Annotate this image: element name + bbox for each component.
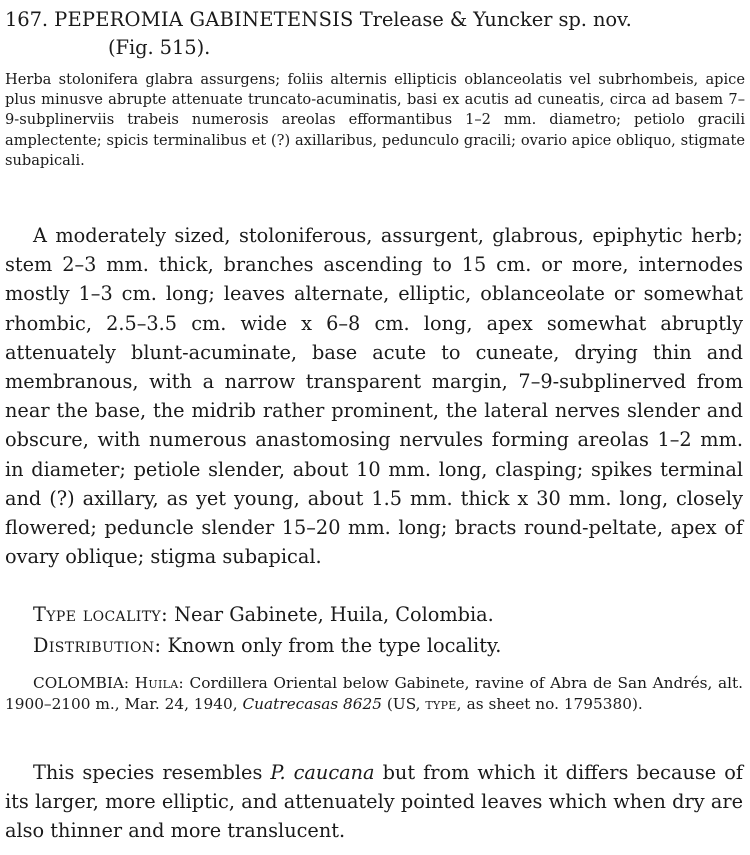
remarks-before: This species resembles xyxy=(33,761,263,784)
specimen-country: COLOMBIA: xyxy=(33,674,130,692)
specimen-sheet: as sheet no. 1795380). xyxy=(466,695,643,713)
specimen-locality: Cordillera Oriental below Gabinete, ravine of Abra de San Andrés, alt. 1900–2100 m., Mar. 24, 1940, xyxy=(5,674,743,713)
remarks-after: but from which it differs because of its larger, more elliptic, and attenuately pointed leaves which when dry are also thinner and more translucent. xyxy=(5,761,743,842)
species-remarks xyxy=(5,758,743,845)
distribution xyxy=(33,631,743,660)
type-locality xyxy=(33,600,743,629)
compared-species: P. caucana xyxy=(270,761,375,784)
species-heading xyxy=(5,6,743,62)
species-authority: Trelease & Yuncker sp. nov. xyxy=(359,8,632,31)
type-locality-value: Near Gabinete, Huila, Colombia. xyxy=(174,603,494,626)
species-number: 167. xyxy=(5,8,49,31)
distribution-value: Known only from the type locality. xyxy=(167,634,502,657)
specimen-herbarium: (US, xyxy=(386,695,421,713)
type-locality-label: Type locality: xyxy=(33,603,168,626)
specimen-citation xyxy=(5,673,743,715)
species-name: PEPEROMIA GABINETENSIS xyxy=(54,8,354,31)
distribution-label: Distribution: xyxy=(33,634,162,657)
figure-reference: (Fig. 515). xyxy=(108,36,211,59)
specimen-collector: Cuatrecasas 8625 xyxy=(242,695,382,713)
specimen-department: Huila: xyxy=(134,674,184,692)
latin-diagnosis: Herba stolonifera glabra assurgens; foliis alternis ellipticis oblanceolatis vel subrhombeis, apice plus minusve abrupte attenuate truncato-acuminatis, basi ex acutis ad cuneatis, circa ad basem 7–9-subplinerviis trabeis numerosis areolas efformantibus 1–2 mm. diametro; petiolo gracili amplectente; spicis terminalibus et (?) axillaribus, pedunculo gracili; ovario apice obliquo, stigmate subapicali. xyxy=(5,71,745,169)
specimen-type-label: type, xyxy=(425,695,462,713)
species-description: A moderately sized, stoloniferous, assurgent, glabrous, epiphytic herb; stem 2–3 mm. thick, branches ascending to 15 cm. or more, internodes mostly 1–3 cm. long; leaves alternate, elliptic, oblanceolate or somewhat rhombic, 2.5–3.5 cm. wide x 6–8 cm. long, apex somewhat abruptly attenuately blunt-acuminate, base acute to cuneate, drying thin and membranous, with a narrow transparent margin, 7–9-subplinerved from near the base, the midrib rather prominent, the lateral nerves slender and obscure, with numerous anastomosing nervules forming areolas 1–2 mm. in diameter; petiole slender, about 10 mm. long, clasping; spikes terminal and (?) axillary, as yet young, about 1.5 mm. thick x 30 mm. long, closely flowered; peduncle slender 15–20 mm. long; bracts round-peltate, apex of ovary oblique; stigma subapical. xyxy=(5,224,743,569)
